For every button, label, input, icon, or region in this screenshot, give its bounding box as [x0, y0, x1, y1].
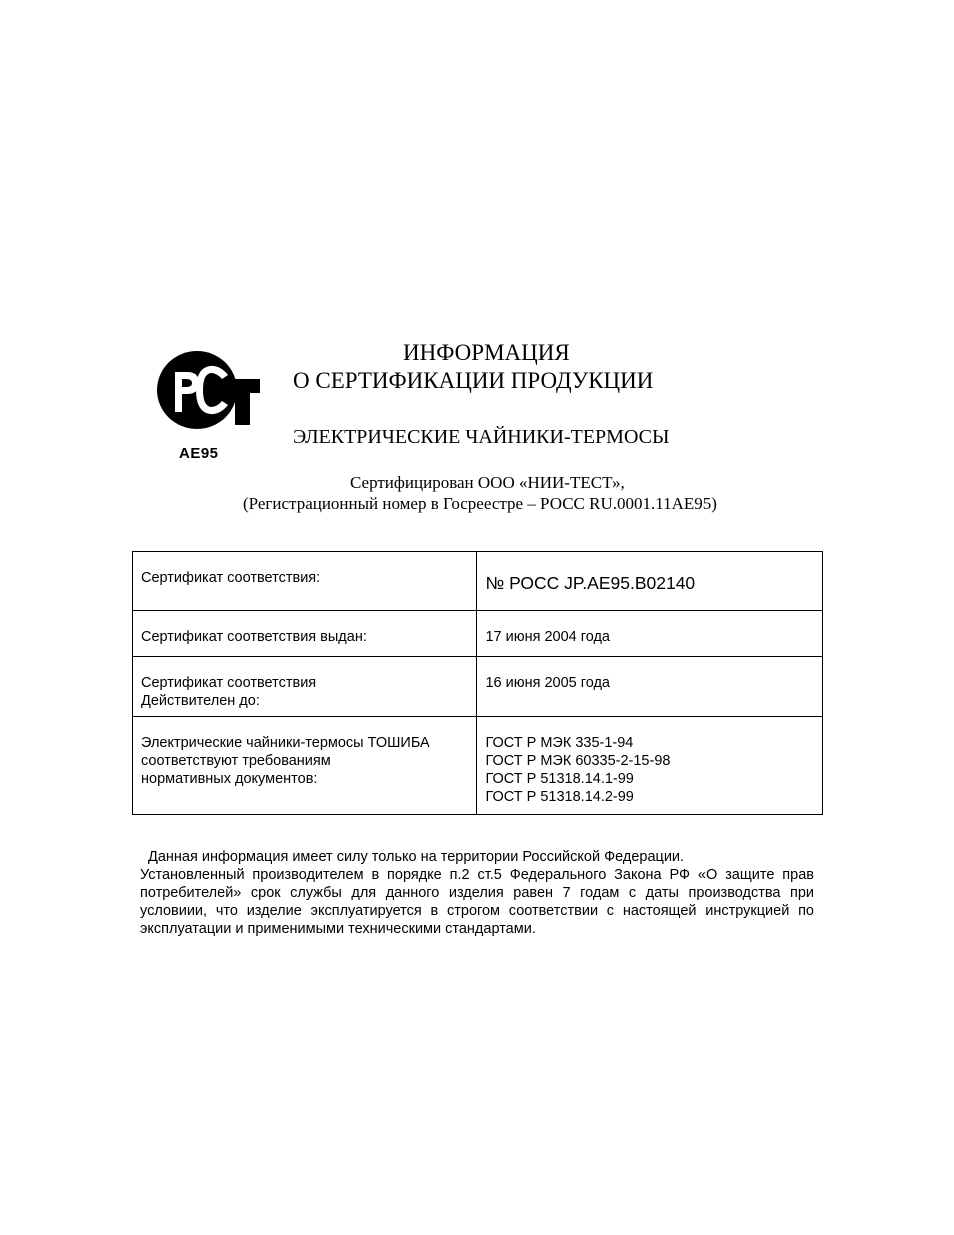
compliance-label-line: Электрические чайники-термосы ТОШИБА — [141, 735, 430, 751]
row-label — [133, 717, 477, 815]
certificate-number: № РОСС JP.AE95.B02140 — [485, 573, 696, 593]
compliance-label-line: соответствуют требованиям — [141, 753, 331, 769]
pct-certification-mark-icon — [156, 350, 262, 430]
legal-notice — [140, 848, 814, 938]
certification-body-code: AE95 — [179, 445, 219, 462]
standard-item: ГОСТ Р 51318.14.2-99 — [485, 789, 634, 805]
service-life-notice: Установленный производителем в порядке п.2 ст.5 Федерального Закона РФ «О защите прав потребителей» срок службы для данного изделия равен 7 годам с даты производства при условиии, что изделие эксплуатируется в строгом соответствии с настоящей инструкцией по эксплуатации и применимыми техническими стандартами. — [140, 867, 814, 937]
issued-label: Сертификат соответствия выдан: — [141, 629, 367, 645]
valid-label-line: Сертификат соответствия — [141, 675, 317, 691]
standard-item: ГОСТ Р 51318.14.1-99 — [485, 771, 634, 787]
registration-number-line: (Регистрационный номер в Госреестре – РОСС RU.0001.11AE95) — [243, 494, 717, 513]
compliance-label-line: нормативных документов: — [141, 771, 318, 787]
issued-date: 17 июня 2004 года — [485, 629, 610, 645]
document-subtitle: О СЕРТИФИКАЦИИ ПРОДУКЦИИ — [293, 368, 654, 393]
table-row — [133, 611, 823, 657]
document-title: ИНФОРМАЦИЯ — [403, 340, 570, 365]
valid-until-date: 16 июня 2005 года — [485, 675, 610, 691]
table-row — [133, 657, 823, 717]
certifier-line: Сертифицирован ООО «НИИ-ТЕСТ», — [350, 473, 625, 492]
row-label — [133, 552, 477, 611]
certificate-table — [132, 551, 823, 815]
product-name: ЭЛЕКТРИЧЕСКИЕ ЧАЙНИКИ-ТЕРМОСЫ — [293, 426, 670, 448]
row-value — [477, 657, 823, 717]
table-row — [133, 552, 823, 611]
certificate-label: Сертификат соответствия: — [141, 570, 321, 586]
row-value — [477, 717, 823, 815]
table-row — [133, 717, 823, 815]
row-value — [477, 611, 823, 657]
valid-label-line: Действителен до: — [141, 693, 260, 709]
standard-item: ГОСТ Р МЭК 60335-2-15-98 — [485, 753, 671, 769]
row-value — [477, 552, 823, 611]
row-label — [133, 657, 477, 717]
row-label — [133, 611, 477, 657]
territory-notice: Данная информация имеет силу только на территории Российской Федерации. — [148, 849, 685, 865]
standard-item: ГОСТ Р МЭК 335-1-94 — [485, 735, 634, 751]
